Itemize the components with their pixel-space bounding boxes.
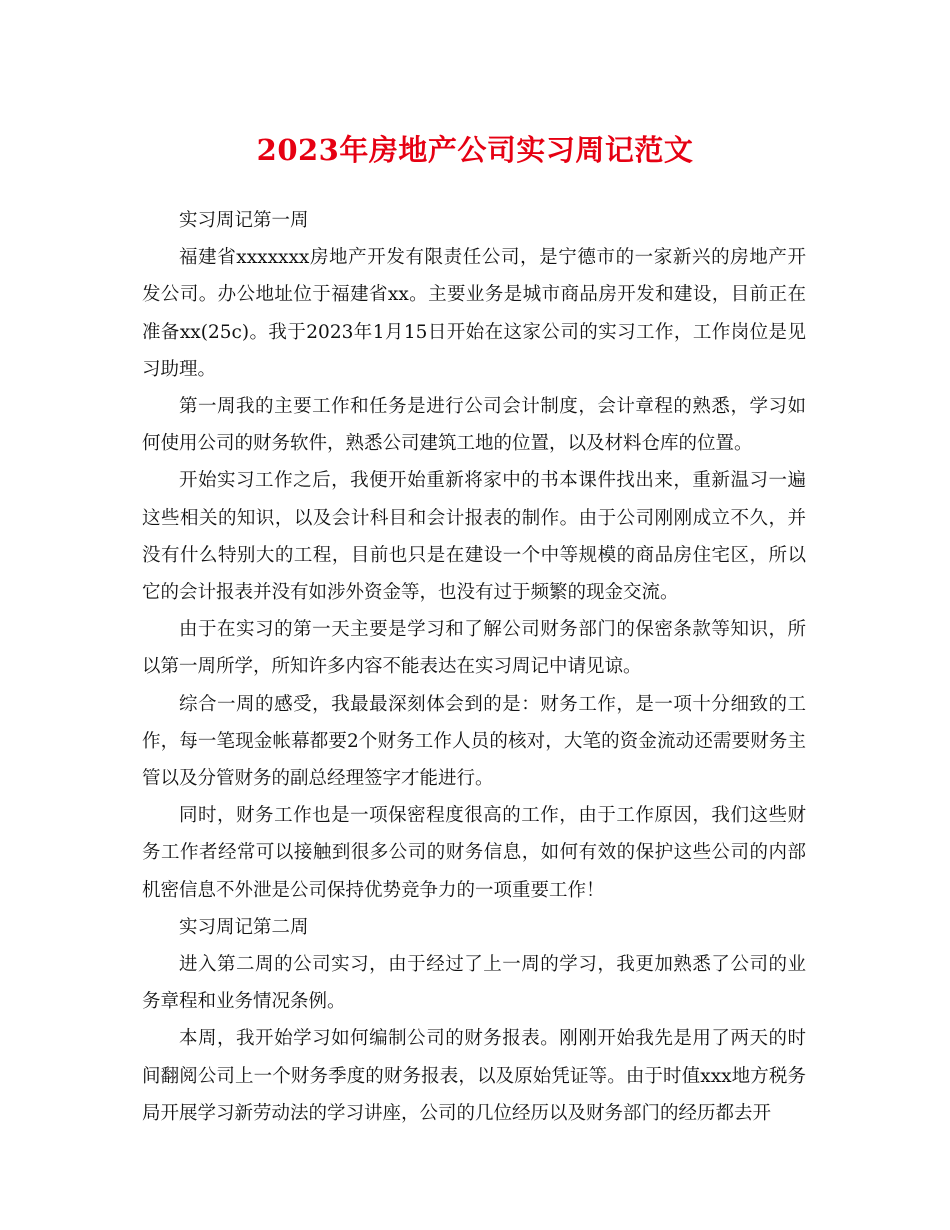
document-title: 2023年房地产公司实习周记范文 (256, 133, 694, 167)
paragraph: 同时，财务工作也是一项保密程度很高的工作，由于工作原因，我们这些财务工作者经常可以接触到很多公司的财务信息，如何有效的保护这些公司的内部机密信息不外泄是公司保持优势竞争力的一项重要工作！ (142, 805, 806, 901)
document-body (142, 202, 806, 1132)
paragraph: 由于在实习的第一天主要是学习和了解公司财务部门的保密条款等知识，所以第一周所学，所知许多内容不能表达在实习周记中请见谅。 (142, 619, 806, 678)
week-two-heading: 实习周记第二周 (179, 916, 309, 938)
week-one-heading: 实习周记第一周 (179, 210, 309, 231)
paragraph: 福建省xxxxxxx房地产开发有限责任公司，是宁德市的一家新兴的房地产开发公司。办公地址位于福建省xx。主要业务是城市商品房开发和建设，目前正在准备xx(25c)。我于2023年1月15日开始在这家公司的实习工作，工作岗位是见习助理。 (142, 247, 806, 380)
paragraph: 第一周我的主要工作和任务是进行公司会计制度，会计章程的熟悉，学习如何使用公司的财务软件，熟悉公司建筑工地的位置，以及材料仓库的位置。 (142, 396, 806, 455)
paragraph: 本周，我开始学习如何编制公司的财务报表。刚刚开始我先是用了两天的时间翻阅公司上一个财务季度的财务报表，以及原始凭证等。由于时值xxx地方税务局开展学习新劳动法的学习讲座，公司的几位经历以及财务部门的经历都去开 (142, 1028, 806, 1124)
paragraph: 综合一周的感受，我最最深刻体会到的是：财务工作，是一项十分细致的工作，每一笔现金帐幕都要2个财务工作人员的核对，大笔的资金流动还需要财务主管以及分管财务的副总经理签字才能进行。 (142, 693, 806, 790)
paragraph: 开始实习工作之后，我便开始重新将家中的书本课件找出来，重新温习一遍这些相关的知识，以及会计科目和会计报表的制作。由于公司刚刚成立不久，并没有什么特别大的工程，目前也只是在建设一个中等规模的商品房住宅区，所以它的会计报表并没有如涉外资金等，也没有过于频繁的现金交流。 (142, 470, 806, 604)
paragraph: 进入第二周的公司实习，由于经过了上一周的学习，我更加熟悉了公司的业务章程和业务情况条例。 (142, 954, 806, 1013)
